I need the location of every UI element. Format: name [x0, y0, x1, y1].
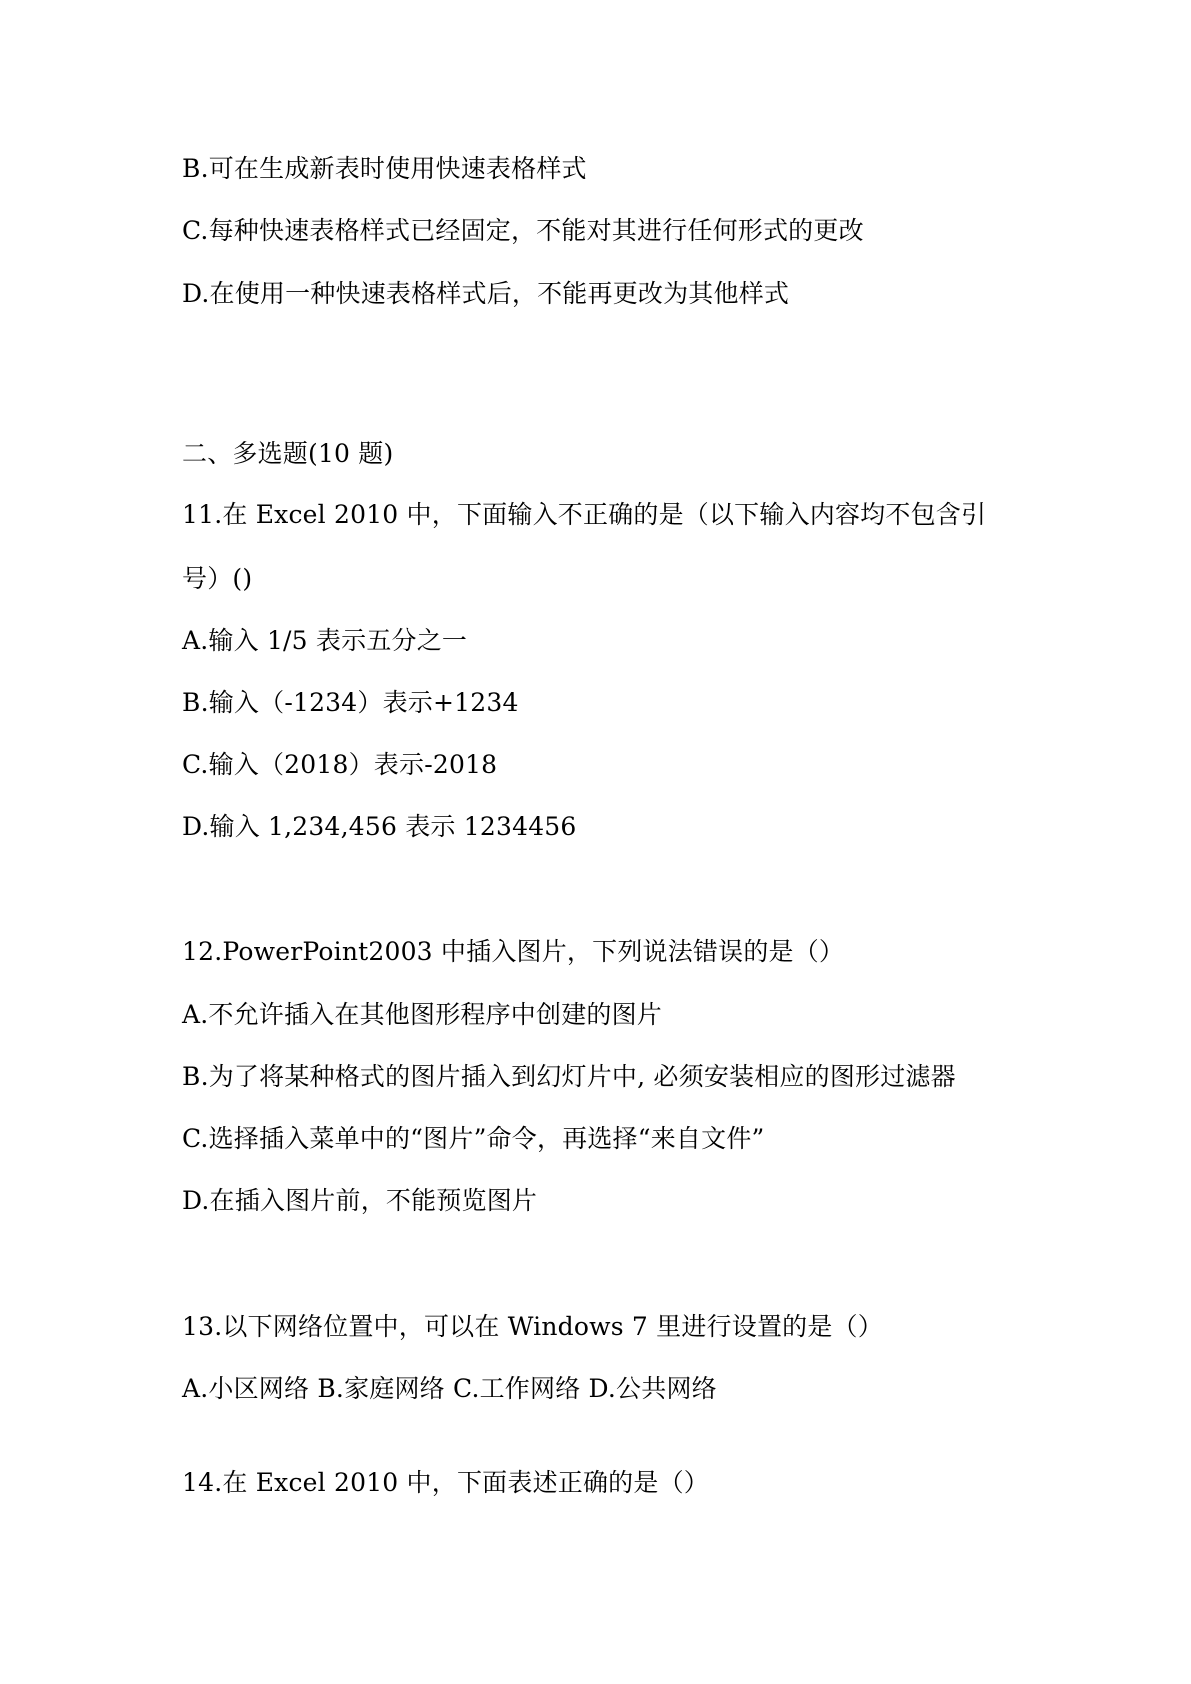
q12-option-c: C.选择插入菜单中的“图片”命令，再选择“来自文件” [182, 1124, 765, 1153]
q12-option-d: D.在插入图片前，不能预览图片 [182, 1186, 538, 1215]
q11-option-d: D.输入 1,234,456 表示 1234456 [182, 812, 577, 841]
q13-options: A.小区网络 B.家庭网络 C.工作网络 D.公共网络 [182, 1374, 717, 1403]
q11-option-c: C.输入（2018）表示-2018 [182, 750, 498, 779]
section-heading: 二、多选题(10 题) [182, 439, 394, 468]
q13-stem: 13.以下网络位置中，可以在 Windows 7 里进行设置的是（） [182, 1312, 883, 1341]
q11-option-a: A.输入 1/5 表示五分之一 [182, 626, 468, 655]
q11-stem-line2: 号）() [182, 564, 253, 593]
q11-stem-line1: 11.在 Excel 2010 中，下面输入不正确的是（以下输入内容均不包含引 [182, 500, 987, 529]
prev-question-option-b: B.可在生成新表时使用快速表格样式 [182, 154, 587, 183]
q14-stem: 14.在 Excel 2010 中，下面表述正确的是（） [182, 1468, 709, 1497]
q12-stem: 12.PowerPoint2003 中插入图片，下列说法错误的是（） [182, 937, 845, 966]
q12-option-b: B.为了将某种格式的图片插入到幻灯片中, 必须安装相应的图形过滤器 [182, 1062, 956, 1091]
prev-question-option-d: D.在使用一种快速表格样式后，不能再更改为其他样式 [182, 279, 790, 308]
prev-question-option-c: C.每种快速表格样式已经固定，不能对其进行任何形式的更改 [182, 216, 864, 245]
q12-option-a: A.不允许插入在其他图形程序中创建的图片 [182, 1000, 663, 1029]
q11-option-b: B.输入（-1234）表示+1234 [182, 688, 519, 717]
